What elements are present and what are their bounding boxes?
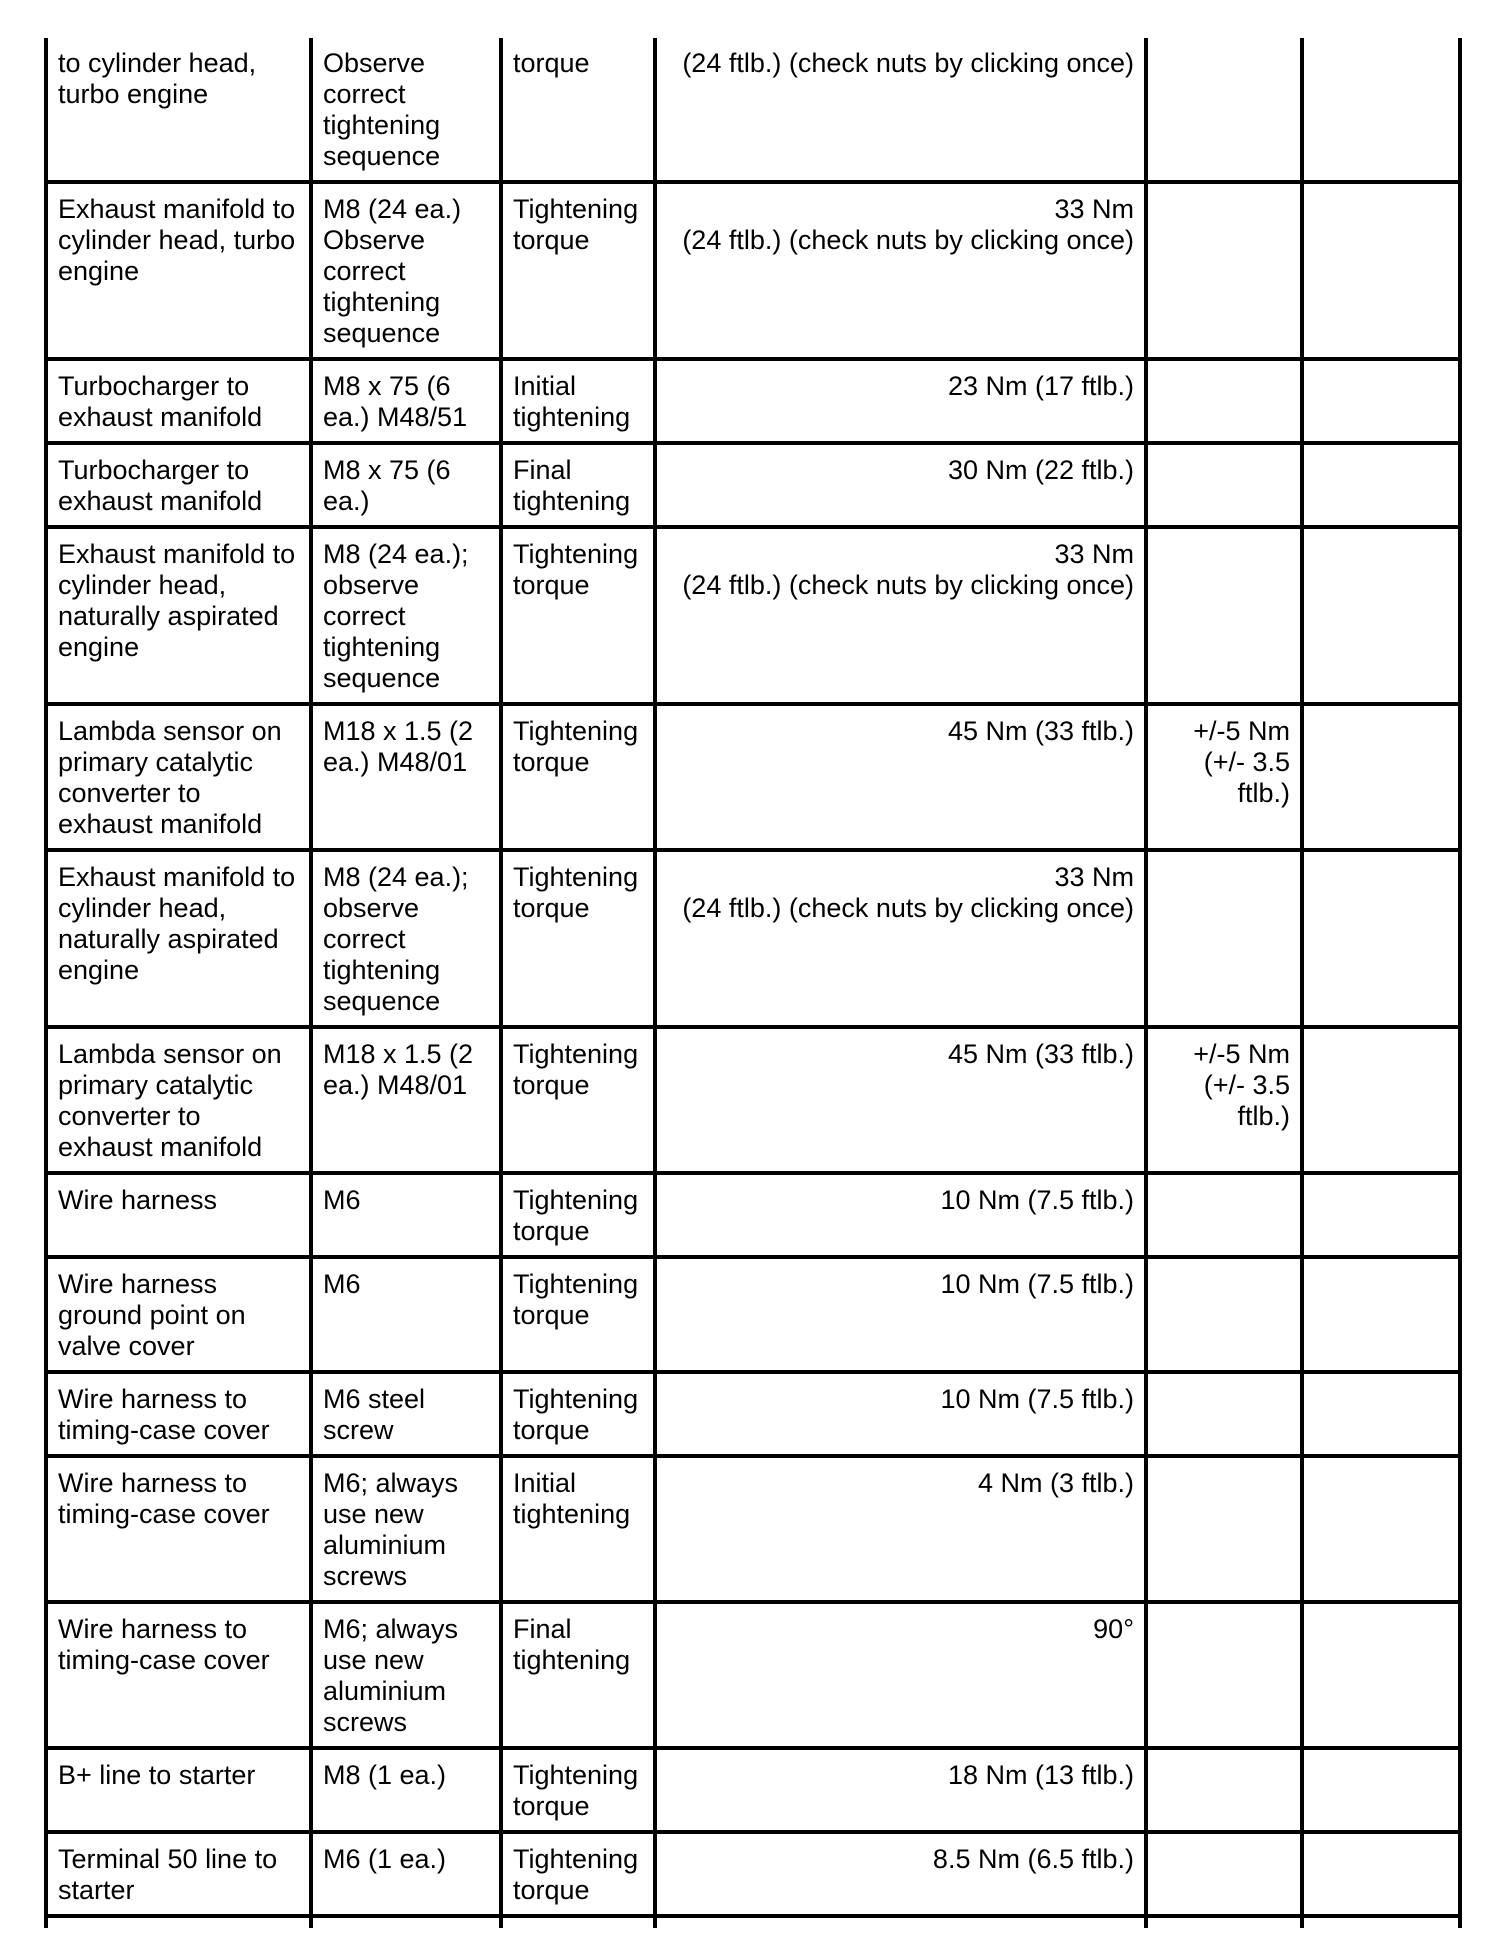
value-line: 30 Nm (22 ftlb.) — [947, 455, 1134, 485]
size-cell: M8 (24 ea.) Observe correct tightening sequence — [311, 182, 501, 359]
extra-cell — [1302, 1832, 1460, 1916]
tolerance-cell — [1146, 1372, 1302, 1456]
table-row — [46, 527, 1460, 704]
continuation-cell — [501, 1916, 655, 1928]
part-cell: B+ line to starter — [46, 1748, 311, 1832]
value-cell — [655, 1602, 1146, 1748]
extra-cell — [1302, 850, 1460, 1027]
tolerance-cell — [1146, 1602, 1302, 1748]
extra-cell — [1302, 182, 1460, 359]
part-cell: Wire harness to timing-case cover — [46, 1456, 311, 1602]
value-line: (24 ftlb.) (check nuts by clicking once) — [682, 893, 1134, 923]
value-cell — [655, 704, 1146, 850]
tolerance-cell — [1146, 38, 1302, 182]
type-cell: Tightening torque — [501, 850, 655, 1027]
continuation-cell — [311, 1916, 501, 1928]
part-cell: Exhaust manifold to cylinder head, naturally aspirated engine — [46, 850, 311, 1027]
value-cell — [655, 1748, 1146, 1832]
value-cell — [655, 1173, 1146, 1257]
value-line: 4 Nm (3 ftlb.) — [977, 1468, 1134, 1498]
value-line: 33 Nm — [1054, 862, 1134, 892]
type-cell: Final tightening — [501, 1602, 655, 1748]
value-cell — [655, 527, 1146, 704]
value-cell — [655, 359, 1146, 443]
table-row-continuation — [46, 1916, 1460, 1928]
type-cell: Tightening torque — [501, 1748, 655, 1832]
tolerance-cell: +/-5 Nm (+/- 3.5 ftlb.) — [1146, 704, 1302, 850]
extra-cell — [1302, 1027, 1460, 1173]
extra-cell — [1302, 359, 1460, 443]
type-cell: Tightening torque — [501, 1027, 655, 1173]
extra-cell — [1302, 1257, 1460, 1372]
value-cell — [655, 1372, 1146, 1456]
tolerance-cell — [1146, 443, 1302, 527]
table-row — [46, 704, 1460, 850]
extra-cell — [1302, 1602, 1460, 1748]
value-line: (24 ftlb.) (check nuts by clicking once) — [682, 48, 1134, 78]
size-cell: M18 x 1.5 (2 ea.) M48/01 — [311, 1027, 501, 1173]
type-cell: Tightening torque — [501, 704, 655, 850]
tolerance-cell — [1146, 1832, 1302, 1916]
value-cell — [655, 1257, 1146, 1372]
extra-cell — [1302, 38, 1460, 182]
part-cell: Wire harness — [46, 1173, 311, 1257]
tolerance-cell — [1146, 1173, 1302, 1257]
part-cell: Lambda sensor on primary catalytic converter to exhaust manifold — [46, 704, 311, 850]
type-cell: torque — [501, 38, 655, 182]
part-cell: Lambda sensor on primary catalytic converter to exhaust manifold — [46, 1027, 311, 1173]
part-cell: Wire harness to timing-case cover — [46, 1372, 311, 1456]
value-cell — [655, 1027, 1146, 1173]
table-row — [46, 1173, 1460, 1257]
value-line: 33 Nm — [1054, 194, 1134, 224]
value-line: (24 ftlb.) (check nuts by clicking once) — [682, 225, 1134, 255]
size-cell: M6 steel screw — [311, 1372, 501, 1456]
value-line: 23 Nm (17 ftlb.) — [947, 371, 1134, 401]
continuation-cell — [1146, 1916, 1302, 1928]
type-cell: Tightening torque — [501, 1372, 655, 1456]
table-body — [46, 38, 1460, 1928]
type-cell: Tightening torque — [501, 1832, 655, 1916]
tolerance-cell — [1146, 182, 1302, 359]
tolerance-cell — [1146, 850, 1302, 1027]
table-row — [46, 1748, 1460, 1832]
size-cell: M8 x 75 (6 ea.) — [311, 443, 501, 527]
value-line: 10 Nm (7.5 ftlb.) — [940, 1384, 1134, 1414]
type-cell: Tightening torque — [501, 1173, 655, 1257]
size-cell: M8 (24 ea.); observe correct tightening sequence — [311, 850, 501, 1027]
type-cell: Final tightening — [501, 443, 655, 527]
value-line: 90° — [1093, 1614, 1134, 1644]
size-cell: Observe correct tightening sequence — [311, 38, 501, 182]
tolerance-cell — [1146, 527, 1302, 704]
extra-cell — [1302, 1748, 1460, 1832]
tolerance-cell — [1146, 1748, 1302, 1832]
table-row — [46, 1257, 1460, 1372]
extra-cell — [1302, 1372, 1460, 1456]
size-cell: M8 (1 ea.) — [311, 1748, 501, 1832]
table-row — [46, 182, 1460, 359]
part-cell: Turbocharger to exhaust manifold — [46, 443, 311, 527]
tolerance-cell: +/-5 Nm (+/- 3.5 ftlb.) — [1146, 1027, 1302, 1173]
table-row — [46, 1456, 1460, 1602]
table-row — [46, 1832, 1460, 1916]
value-cell — [655, 850, 1146, 1027]
value-cell — [655, 182, 1146, 359]
value-line: (24 ftlb.) (check nuts by clicking once) — [682, 570, 1134, 600]
value-line: 8.5 Nm (6.5 ftlb.) — [932, 1844, 1134, 1874]
size-cell: M8 (24 ea.); observe correct tightening sequence — [311, 527, 501, 704]
table-row — [46, 1027, 1460, 1173]
part-cell: Wire harness to timing-case cover — [46, 1602, 311, 1748]
extra-cell — [1302, 1456, 1460, 1602]
continuation-cell — [655, 1916, 1146, 1928]
table-row — [46, 850, 1460, 1027]
value-line: 18 Nm (13 ftlb.) — [947, 1760, 1134, 1790]
value-cell — [655, 1456, 1146, 1602]
type-cell: Tightening torque — [501, 1257, 655, 1372]
size-cell: M6 — [311, 1173, 501, 1257]
part-cell: Exhaust manifold to cylinder head, turbo engine — [46, 182, 311, 359]
value-line: 10 Nm (7.5 ftlb.) — [940, 1269, 1134, 1299]
tolerance-cell — [1146, 359, 1302, 443]
value-line: 33 Nm — [1054, 539, 1134, 569]
value-cell — [655, 1832, 1146, 1916]
type-cell: Tightening torque — [501, 182, 655, 359]
table-row — [46, 1372, 1460, 1456]
size-cell: M6 — [311, 1257, 501, 1372]
value-line: 10 Nm (7.5 ftlb.) — [940, 1185, 1134, 1215]
part-cell: to cylinder head, turbo engine — [46, 38, 311, 182]
type-cell: Tightening torque — [501, 527, 655, 704]
tolerance-cell — [1146, 1257, 1302, 1372]
extra-cell — [1302, 443, 1460, 527]
size-cell: M6; always use new aluminium screws — [311, 1456, 501, 1602]
size-cell: M6 (1 ea.) — [311, 1832, 501, 1916]
tolerance-cell — [1146, 1456, 1302, 1602]
extra-cell — [1302, 527, 1460, 704]
continuation-cell — [46, 1916, 311, 1928]
part-cell: Wire harness ground point on valve cover — [46, 1257, 311, 1372]
part-cell: Exhaust manifold to cylinder head, naturally aspirated engine — [46, 527, 311, 704]
value-cell — [655, 38, 1146, 182]
extra-cell — [1302, 1173, 1460, 1257]
table-row — [46, 1602, 1460, 1748]
type-cell: Initial tightening — [501, 1456, 655, 1602]
extra-cell — [1302, 704, 1460, 850]
table-row — [46, 359, 1460, 443]
type-cell: Initial tightening — [501, 359, 655, 443]
table-row — [46, 38, 1460, 182]
part-cell: Terminal 50 line to starter — [46, 1832, 311, 1916]
part-cell: Turbocharger to exhaust manifold — [46, 359, 311, 443]
size-cell: M6; always use new aluminium screws — [311, 1602, 501, 1748]
size-cell: M18 x 1.5 (2 ea.) M48/01 — [311, 704, 501, 850]
table-row — [46, 443, 1460, 527]
size-cell: M8 x 75 (6 ea.) M48/51 — [311, 359, 501, 443]
continuation-cell — [1302, 1916, 1460, 1928]
value-cell — [655, 443, 1146, 527]
value-line: 45 Nm (33 ftlb.) — [947, 716, 1134, 746]
torque-spec-table — [44, 38, 1462, 1928]
value-line: 45 Nm (33 ftlb.) — [947, 1039, 1134, 1069]
